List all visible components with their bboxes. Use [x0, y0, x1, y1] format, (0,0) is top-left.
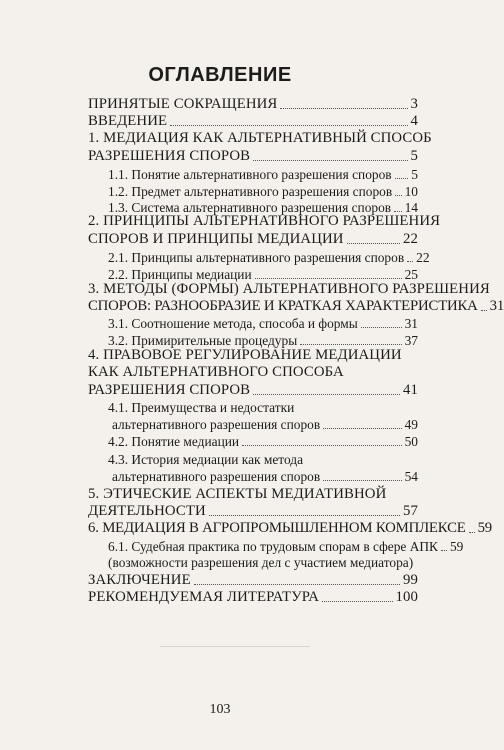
toc-entry-label-line2[interactable]: КАК АЛЬТЕРНАТИВНОГО СПОСОБА: [88, 364, 344, 380]
toc-entry-label-line2: альтернативного разрешения споров: [112, 417, 321, 432]
toc-entry[interactable]: [88, 572, 418, 589]
dot-leader: [347, 243, 400, 244]
toc-entry[interactable]: [88, 148, 418, 165]
dot-leader: [280, 108, 407, 109]
toc-entry-page: 5: [410, 148, 418, 164]
toc-entry-page: 4: [410, 113, 418, 129]
toc-entry-page: 49: [404, 417, 418, 432]
toc-entry[interactable]: [88, 520, 492, 537]
toc-entry[interactable]: [88, 382, 418, 399]
toc-entry[interactable]: [88, 298, 504, 315]
toc-entry-page: 22: [416, 250, 430, 265]
toc-entry-label: 1.1. Понятие альтернативного разрешения споров: [108, 167, 392, 182]
dot-leader: [300, 344, 401, 345]
toc-entry-page: 41: [403, 382, 418, 398]
toc-entry-page: 59: [449, 539, 464, 554]
dot-leader: [469, 532, 475, 533]
toc-entry-page: 99: [403, 572, 418, 588]
toc-entry[interactable]: [88, 113, 418, 130]
toc-entry-page: 3: [410, 96, 418, 112]
toc-entry-label: 6. МЕДИАЦИЯ В АГРОПРОМЫШЛЕННОМ КОМПЛЕКСЕ: [88, 520, 466, 536]
dot-leader: [255, 278, 402, 279]
dot-leader: [323, 428, 401, 429]
dot-leader: [170, 125, 407, 126]
toc-subentry-label-line2[interactable]: (возможности разрешения дел с участием медиатора): [108, 555, 414, 570]
toc-entry-label: 2.2. Принципы медиации: [108, 267, 252, 282]
toc-entry-page: 31: [404, 316, 418, 331]
toc-entry-label: 1.2. Предмет альтернативного разрешения споров: [108, 184, 393, 199]
toc-subentry[interactable]: [108, 538, 464, 555]
toc-entry-label: РЕКОМЕНДУЕМАЯ ЛИТЕРАТУРА: [88, 589, 319, 605]
page-number: 103: [209, 702, 231, 717]
toc-entry-label: 3.1. Соотношение метода, способа и формы: [108, 316, 358, 331]
dot-leader: [242, 445, 402, 446]
dot-leader: [253, 394, 400, 395]
toc-entry-label-line1[interactable]: 1. МЕДИАЦИЯ КАК АЛЬТЕРНАТИВНЫЙ СПОСОБ: [88, 130, 432, 146]
dot-leader: [394, 211, 401, 212]
toc-subentry[interactable]: [112, 416, 418, 433]
toc-entry-page: 25: [404, 267, 418, 282]
toc-entry-label: 3.2. Примирительные процедуры: [108, 333, 298, 348]
toc-entry-label-line1: 6.1. Судебная практика по трудовым спорам в сфере АПК: [108, 539, 438, 554]
toc-entry-label: 4.2. Понятие медиации: [108, 434, 240, 449]
dot-leader: [481, 310, 487, 311]
toc-entry-page: 37: [404, 333, 418, 348]
toc-subentry[interactable]: [112, 468, 418, 485]
toc-entry-label: 2.1. Принципы альтернативного разрешения споров: [108, 250, 405, 265]
toc-subentry-label-line1[interactable]: 4.3. История медиации как метода: [108, 452, 304, 467]
toc-entry-label-line2: РАЗРЕШЕНИЯ СПОРОВ: [88, 148, 251, 164]
toc-entry-page: 31: [489, 298, 504, 314]
toc-entry-page: 100: [395, 589, 418, 605]
toc-entry-page: 14: [404, 200, 418, 215]
toc-entry-label: ВВЕДЕНИЕ: [88, 113, 168, 129]
toc-entry-page: 22: [403, 231, 418, 247]
toc-subentry[interactable]: [108, 249, 430, 266]
dot-leader: [361, 327, 402, 328]
toc-entry-label: ЗАКЛЮЧЕНИЕ: [88, 572, 191, 588]
toc-entry[interactable]: [88, 231, 418, 248]
toc-entry-page: 50: [404, 434, 418, 449]
toc-entry-label-line1[interactable]: 5. ЭТИЧЕСКИЕ АСПЕКТЫ МЕДИАТИВНОЙ: [88, 486, 387, 502]
toc-entry-page: 54: [404, 469, 418, 484]
toc-subentry-label-line1[interactable]: 4.1. Преимущества и недостатки: [108, 400, 295, 415]
toc-entry-label-line1[interactable]: 2. ПРИНЦИПЫ АЛЬТЕРНАТИВНОГО РАЗРЕШЕНИЯ: [88, 213, 441, 229]
toc-entry[interactable]: [88, 503, 418, 520]
toc-entry-label-line3: РАЗРЕШЕНИЯ СПОРОВ: [88, 382, 251, 398]
toc-entry-page: 59: [477, 520, 492, 536]
toc-entry[interactable]: [88, 96, 418, 113]
dot-leader: [395, 195, 401, 196]
page-title: ОГЛАВЛЕНИЕ: [148, 64, 292, 86]
toc-entry-page: 5: [411, 167, 418, 182]
dot-leader: [209, 515, 400, 516]
toc-entry-label: 1.3. Система альтернативного разрешения споров: [108, 200, 392, 215]
toc-entry-label-line2: альтернативного разрешения споров: [112, 469, 321, 484]
toc-subentry[interactable]: [108, 183, 418, 200]
toc-entry-label-line2: СПОРОВ И ПРИНЦИПЫ МЕДИАЦИИ: [88, 231, 344, 247]
dot-leader: [407, 261, 413, 262]
toc-entry-label-line2: СПОРОВ: РАЗНООБРАЗИЕ И КРАТКАЯ ХАРАКТЕРИСТИКА: [88, 298, 478, 314]
toc-entry-page: 10: [404, 184, 418, 199]
dot-leader: [194, 584, 400, 585]
dot-leader: [395, 178, 409, 179]
dot-leader: [322, 601, 393, 602]
toc-entry-label: ПРИНЯТЫЕ СОКРАЩЕНИЯ: [88, 96, 278, 112]
toc-subentry[interactable]: [108, 166, 418, 183]
toc-subentry[interactable]: [108, 433, 418, 450]
dot-leader: [441, 550, 447, 551]
toc-subentry[interactable]: [108, 315, 418, 332]
dot-leader: [323, 480, 401, 481]
toc-entry-label-line1[interactable]: 3. МЕТОДЫ (ФОРМЫ) АЛЬТЕРНАТИВНОГО РАЗРЕШЕНИЯ: [88, 281, 490, 297]
toc-entry-page: 57: [403, 503, 418, 519]
bleed-through-rule: [160, 646, 310, 647]
bleed-through-header: [0, 40, 440, 55]
dot-leader: [253, 160, 407, 161]
toc-entry-label-line2: ДЕЯТЕЛЬНОСТИ: [88, 503, 206, 519]
toc-entry[interactable]: [88, 589, 418, 606]
toc-entry-label-line1[interactable]: 4. ПРАВОВОЕ РЕГУЛИРОВАНИЕ МЕДИАЦИИ: [88, 347, 402, 363]
